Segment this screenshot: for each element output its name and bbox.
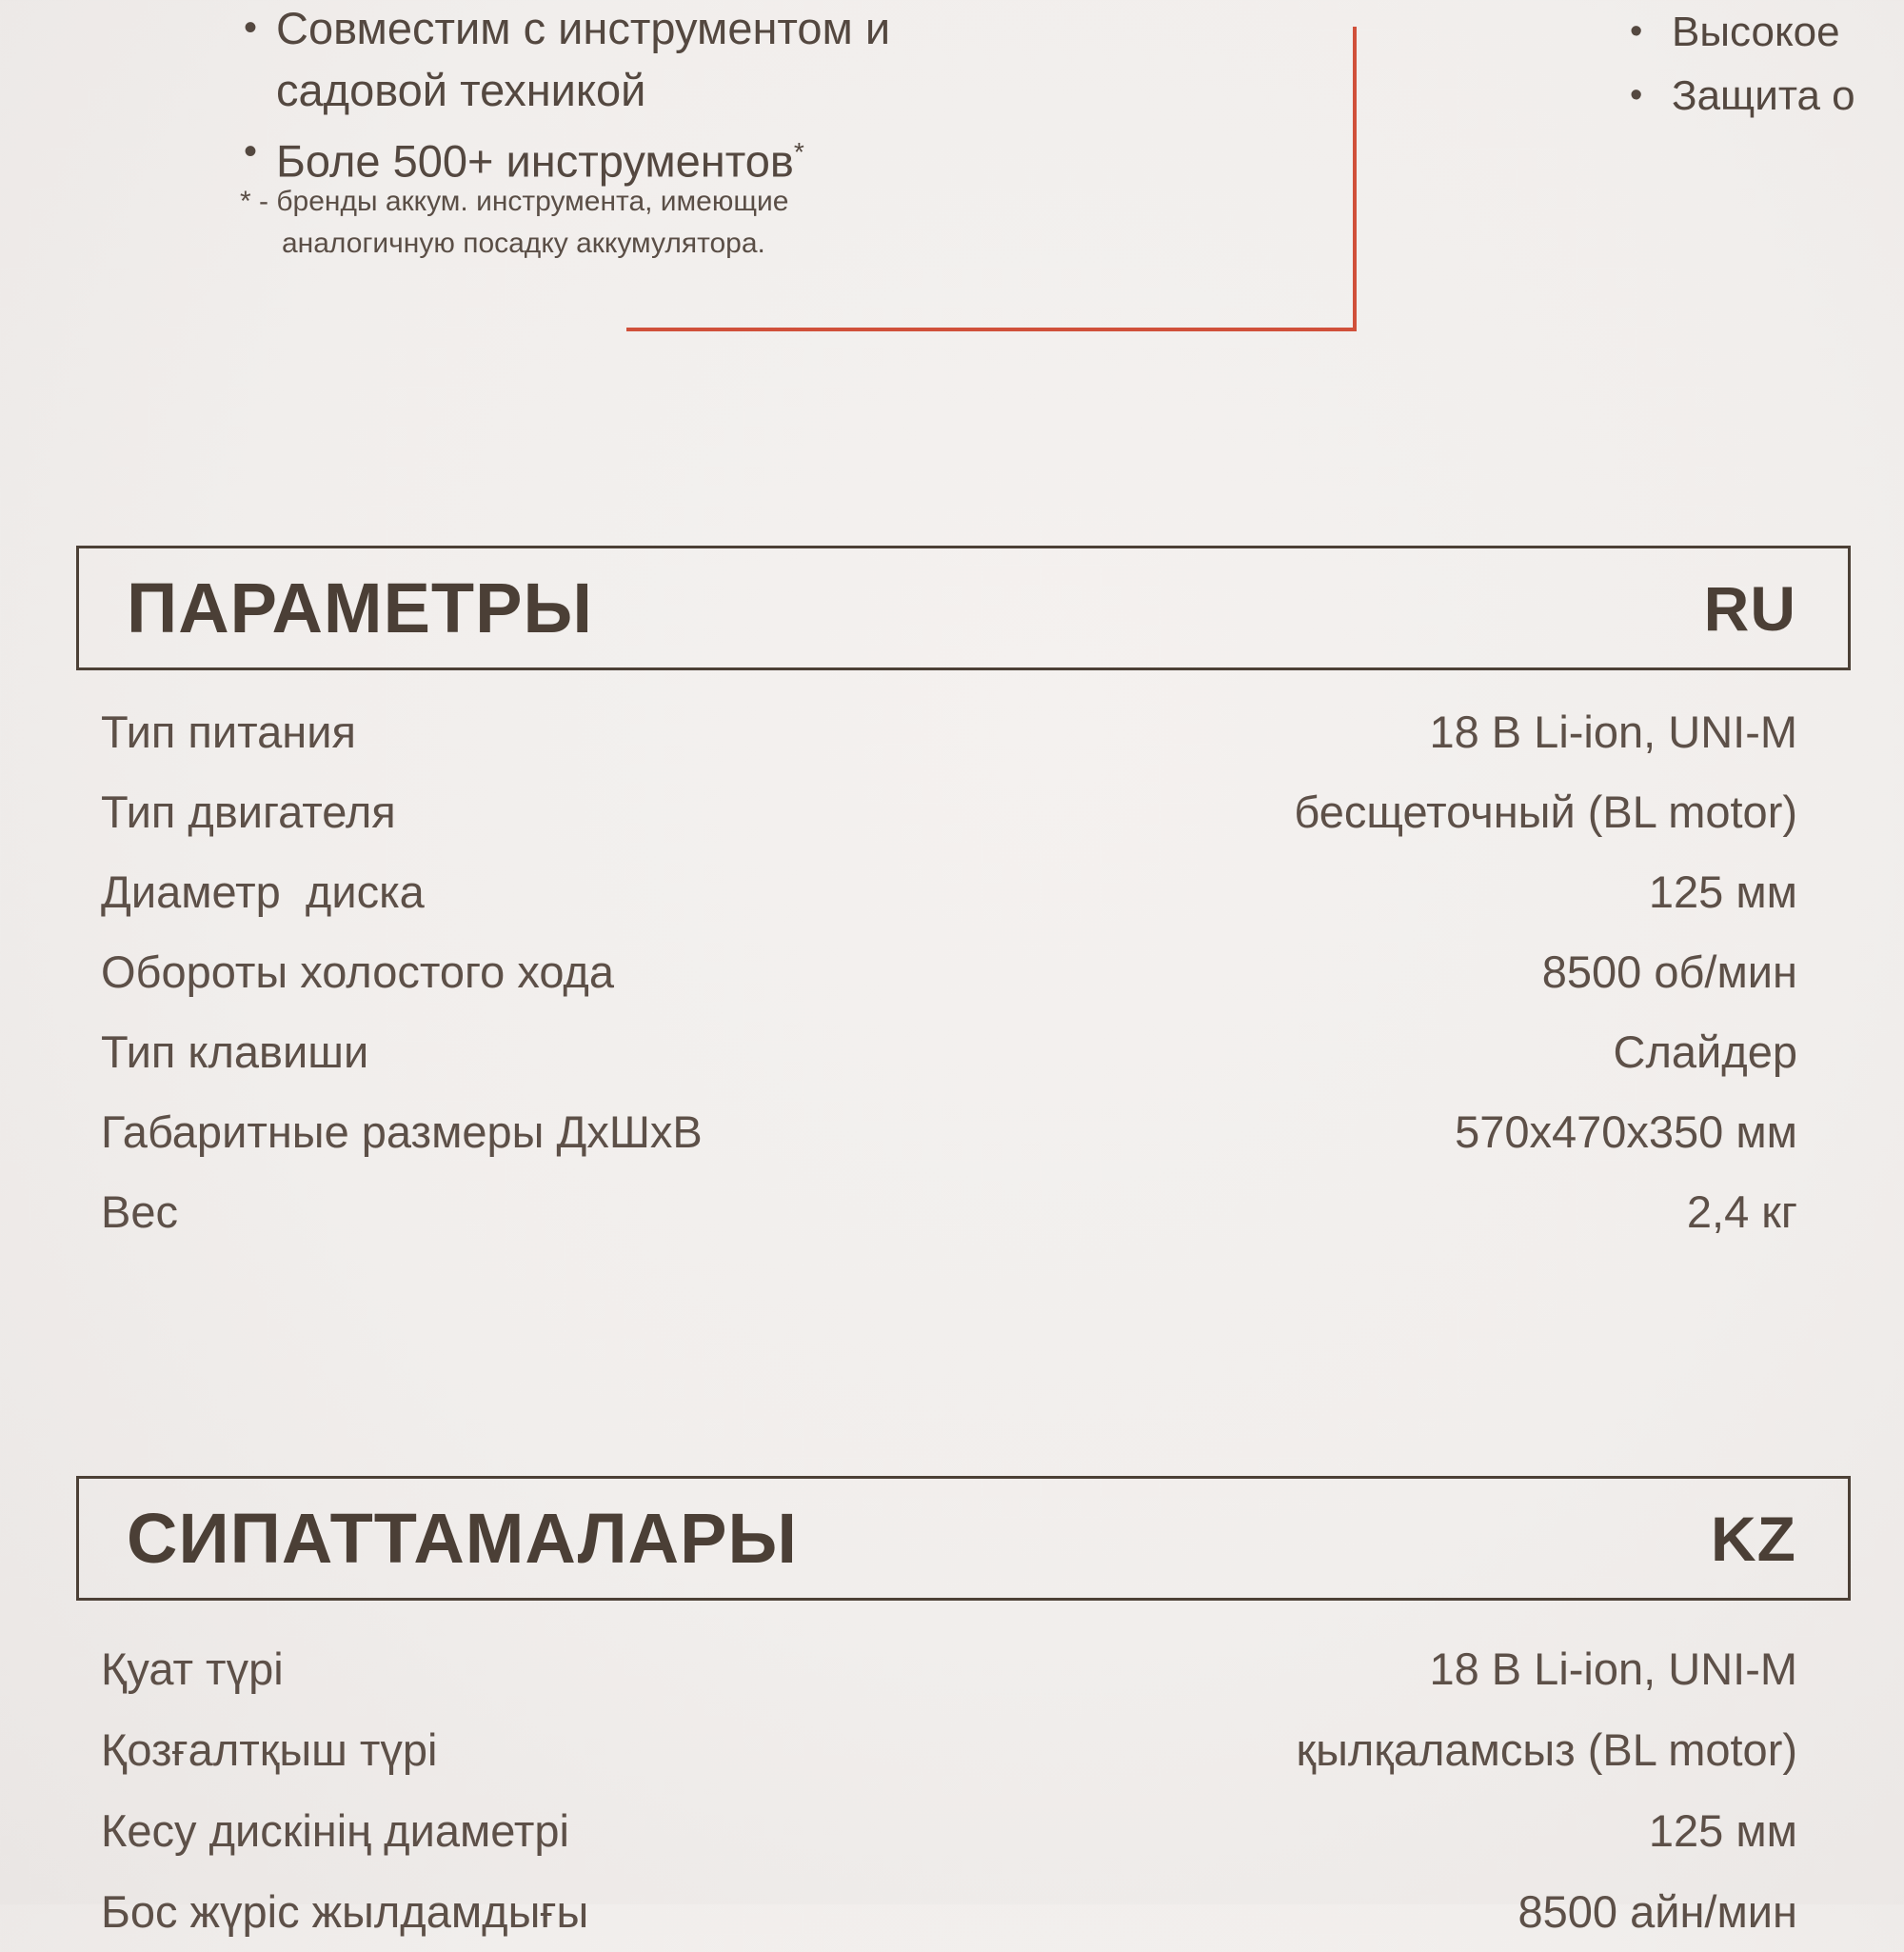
spec-label: Қозғалтқыш түрі [101,1724,438,1775]
spec-value: қылқаламсыз (BL motor) [1296,1724,1797,1775]
spec-value: 18 В Li-ion, UNI-M [1429,706,1797,757]
spec-value: 2,4 кг [1686,1185,1797,1237]
feature-line: Совместим с инструментом и [276,3,891,53]
spec-label: Бос жүріс жылдамдығы [101,1886,589,1937]
spec-label: Габаритные размеры ДхШхВ [101,1105,703,1157]
spec-label: Вес [101,1185,178,1237]
spec-label: Обороты холостого хода [101,946,614,997]
feature-list-left [244,0,890,192]
language-badge: RU [1703,572,1796,644]
feature-item [1630,0,1855,64]
spec-row [101,931,1797,1011]
feature-text [276,0,890,121]
spec-row [101,1790,1797,1871]
footnote-line: * - бренды аккум. инструмента, имеющие [240,186,789,217]
spec-value: 18 В Li-ion, UNI-M [1429,1643,1797,1694]
spec-row [101,691,1797,771]
spec-value: 8500 об/мин [1541,946,1797,997]
language-badge: KZ [1711,1503,1796,1574]
bullet-icon: • [244,130,258,172]
asterisk-mark: * [793,136,804,167]
bullet-icon: • [244,7,258,49]
spec-row [101,1871,1797,1952]
spec-label: Қуат түрі [101,1643,284,1694]
spec-row [101,1091,1797,1171]
feature-item [1630,64,1855,128]
spec-label: Тип клавиши [101,1026,369,1077]
spec-value: 570х470х350 мм [1455,1105,1797,1157]
feature-line: садовой техникой [276,65,646,115]
spec-value: 8500 айн/мин [1517,1886,1797,1937]
bullet-icon: • [1630,11,1643,51]
spec-value: 125 мм [1648,1805,1797,1856]
spec-row [101,1011,1797,1091]
accent-corner-line-vertical [1353,27,1357,331]
spec-value: 125 мм [1648,866,1797,917]
section-title: ПАРАМЕТРЫ [127,568,593,647]
feature-line: Защита о [1672,72,1855,119]
section-title: СИПАТТАМАЛАРЫ [127,1499,798,1578]
feature-line: Высокое [1672,9,1840,55]
spec-row [101,851,1797,931]
spec-row [101,1628,1797,1709]
spec-value: Слайдер [1613,1026,1797,1077]
footnote [240,181,789,265]
spec-table-kz [101,1628,1797,1952]
spec-value: бесщеточный (BL motor) [1294,786,1797,837]
spec-label: Диаметр диска [101,866,425,917]
section-header-kz [76,1476,1851,1601]
bullet-icon: • [1630,75,1643,115]
spec-row [101,1171,1797,1251]
spec-label: Тип двигателя [101,786,396,837]
footnote-line: аналогичную посадку аккумулятора. [282,228,765,259]
accent-corner-line-horizontal [626,328,1357,331]
spec-label: Кесу дискінің диаметрі [101,1805,569,1856]
spec-label: Тип питания [101,706,356,757]
section-header-ru [76,546,1851,670]
spec-table-ru [101,691,1797,1251]
feature-line: Боле 500+ инструментов [276,135,794,187]
feature-item [244,0,890,121]
spec-row [101,1709,1797,1790]
feature-list-right [1630,0,1855,128]
spec-row [101,771,1797,851]
